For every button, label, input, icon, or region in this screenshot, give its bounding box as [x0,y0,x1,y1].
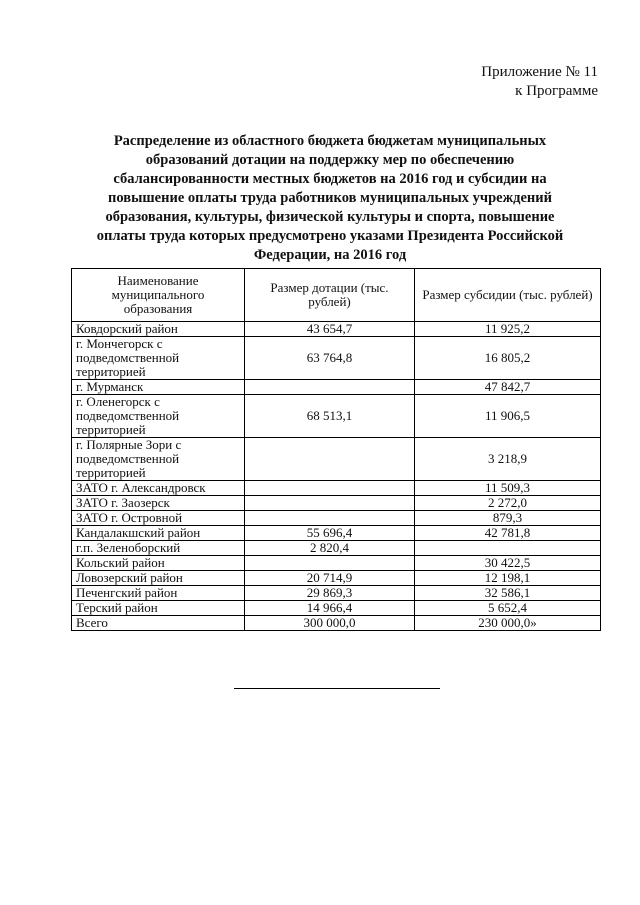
column-header-municipality: Наименование муниципального образования [72,269,245,322]
municipality-name: г. Мурманск [72,380,245,395]
subsidy-amount: 11 509,3 [415,481,601,496]
grant-amount: 20 714,9 [245,571,415,586]
total-subsidy-amount: 230 000,0» [415,616,601,631]
table-row [72,601,601,616]
municipality-name: Ловозерский район [72,571,245,586]
table-header-row [72,269,601,322]
allocation-table [71,268,601,631]
grant-amount: 63 764,8 [245,337,415,380]
subsidy-amount [415,541,601,556]
subsidy-amount: 32 586,1 [415,586,601,601]
total-label: Всего [72,616,245,631]
total-grant-amount: 300 000,0 [245,616,415,631]
table-row [72,586,601,601]
municipality-name: Ковдорский район [72,322,245,337]
grant-amount [245,438,415,481]
municipality-name: г. Мончегорск с подведомственной территорией [72,337,245,380]
grant-amount [245,481,415,496]
grant-amount: 14 966,4 [245,601,415,616]
table-row [72,438,601,481]
subsidy-amount: 11 925,2 [415,322,601,337]
municipality-name: ЗАТО г. Заозерск [72,496,245,511]
table-row [72,556,601,571]
table-row [72,481,601,496]
table-row [72,395,601,438]
subsidy-amount: 3 218,9 [415,438,601,481]
municipality-name: г. Оленегорск с подведомственной территорией [72,395,245,438]
table-row [72,337,601,380]
grant-amount: 68 513,1 [245,395,415,438]
table-row [72,322,601,337]
grant-amount [245,556,415,571]
municipality-name: Терский район [72,601,245,616]
column-header-subsidy: Размер субсидии (тыс. рублей) [415,269,601,322]
table-row [72,541,601,556]
grant-amount: 55 696,4 [245,526,415,541]
subsidy-amount: 16 805,2 [415,337,601,380]
municipality-name: Кандалакшский район [72,526,245,541]
appendix-number: Приложение № 11 [481,64,598,80]
table-row [72,380,601,395]
subsidy-amount: 2 272,0 [415,496,601,511]
municipality-name: Кольский район [72,556,245,571]
appendix-reference: к Программе [515,83,598,99]
subsidy-amount: 5 652,4 [415,601,601,616]
subsidy-amount: 42 781,8 [415,526,601,541]
subsidy-amount: 879,3 [415,511,601,526]
table-row [72,496,601,511]
document-title: Распределение из областного бюджета бюджетам муниципальных образований дотации на поддержку мер по обеспечению сбалансированности местных бюджетов на 2016 год и субсидии на повышение оплаты труда работников муниципальных учреждений образования, культуры, физической культуры и спорта, повышение оплаты труда которых предусмотрено указами Президента Российской Федерации, на 2016 год [96,133,564,263]
subsidy-amount: 11 906,5 [415,395,601,438]
end-divider [234,688,440,689]
grant-amount [245,511,415,526]
municipality-name: г. Полярные Зори с подведомственной территорией [72,438,245,481]
grant-amount [245,380,415,395]
grant-amount: 43 654,7 [245,322,415,337]
subsidy-amount: 47 842,7 [415,380,601,395]
table-row [72,526,601,541]
column-header-grant: Размер дотации (тыс. рублей) [245,269,415,322]
municipality-name: г.п. Зеленоборский [72,541,245,556]
subsidy-amount: 12 198,1 [415,571,601,586]
grant-amount: 2 820,4 [245,541,415,556]
table-row [72,511,601,526]
table-row [72,571,601,586]
municipality-name: Печенгский район [72,586,245,601]
grant-amount [245,496,415,511]
municipality-name: ЗАТО г. Островной [72,511,245,526]
table-total-row [72,616,601,631]
subsidy-amount: 30 422,5 [415,556,601,571]
grant-amount: 29 869,3 [245,586,415,601]
appendix-header [481,63,598,101]
municipality-name: ЗАТО г. Александровск [72,481,245,496]
